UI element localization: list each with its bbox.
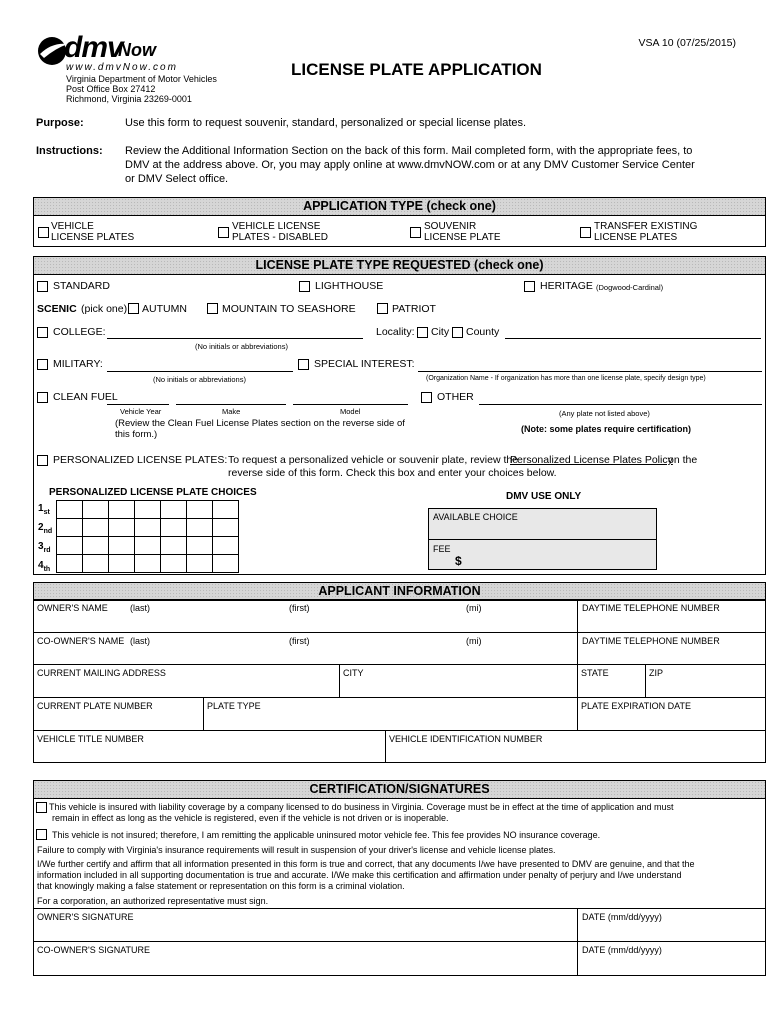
choice-row-number: 2 [38,522,44,533]
choice-row-suffix: nd [43,528,53,535]
city-label: CITY [343,668,364,678]
coowner-name-label: CO-OWNER'S NAME [37,636,125,646]
fee-label: FEE [433,544,451,554]
other-note: (Any plate not listed above) [559,409,650,418]
state-label: STATE [581,668,609,678]
model-input-line[interactable] [293,404,408,405]
col-divider [339,664,340,697]
choice-row-label [38,560,50,573]
zip-label: ZIP [649,668,664,678]
plate-type-label: PLATE TYPE [207,701,261,711]
college-input-line[interactable] [107,338,363,339]
choice-row-number: 1 [38,503,44,514]
row-divider [33,632,766,633]
other-checkbox[interactable] [421,392,432,403]
special-interest-label: SPECIAL INTEREST: [314,358,415,370]
choice-character-cell[interactable] [82,500,109,519]
military-label: MILITARY: [53,358,103,370]
disabled-plates-label-2: PLATES - DISABLED [232,232,328,243]
col-divider [577,632,578,664]
choice-character-cell[interactable] [134,554,161,573]
choice-character-cell[interactable] [56,518,83,537]
coowner-signature-label[interactable]: CO-OWNER'S SIGNATURE [37,945,151,955]
row-divider [33,941,766,942]
military-note: (No initials or abbreviations) [153,375,246,384]
application-type-heading: APPLICATION TYPE (check one) [33,197,766,216]
dmv-use-divider [428,539,657,540]
applicant-heading: APPLICANT INFORMATION [33,582,766,601]
choice-character-cell[interactable] [160,536,187,555]
form-number: VSA 10 (07/25/2015) [638,37,736,49]
personalized-checkbox[interactable] [37,455,48,466]
choice-row-suffix: st [43,509,50,516]
patriot-checkbox[interactable] [377,303,388,314]
disabled-plates-checkbox[interactable] [218,227,229,238]
clean-fuel-note-2: this form.) [115,429,158,440]
certify-text-1: I/We further certify and affirm that all information presented in this form is true and correct, that any documents I/we have presented to DMV are genuine, and that the [37,859,695,869]
standard-checkbox[interactable] [37,281,48,292]
choice-character-cell[interactable] [82,554,109,573]
choice-character-cell[interactable] [134,500,161,519]
instructions-line-2: DMV at the address above. Or, you may apply online at www.dmvNOW.com or at any DMV Customer Service Center [125,159,695,171]
military-input-line[interactable] [107,371,293,372]
choice-row-suffix: rd [43,547,51,554]
choice-character-cell[interactable] [108,554,135,573]
souvenir-plate-label-1: SOUVENIR [424,221,477,232]
logo-url: www.dmvNow.com [66,62,178,73]
plate-type-heading: LICENSE PLATE TYPE REQUESTED (check one) [33,256,766,275]
insured-text-1: This vehicle is insured with liability coverage by a company licensed to do business in Virginia. Coverage must be in effect at the time of application and must [49,802,674,812]
title-number-label: VEHICLE TITLE NUMBER [37,734,144,744]
choice-character-cell[interactable] [160,554,187,573]
transfer-plates-label-1: TRANSFER EXISTING [594,221,698,232]
owner-phone-label: DAYTIME TELEPHONE NUMBER [582,603,720,613]
col-divider [203,697,204,730]
certify-text-3: that knowingly making a false statement or representation on this form is a criminal violation. [37,881,405,891]
scenic-note: (pick one) [81,303,128,315]
souvenir-plate-label-2: LICENSE PLATE [424,232,501,243]
purpose-text: Use this form to request souvenir, standard, personalized or special license plates. [125,117,527,129]
choice-character-cell[interactable] [56,500,83,519]
heritage-note: (Dogwood-Cardinal) [596,283,664,292]
not-insured-text: This vehicle is not insured; therefore, I am remitting the applicable uninsured motor vehicle fee. This fee provides NO insurance coverage. [52,830,601,840]
special-interest-input-line[interactable] [418,371,762,372]
coowner-last-label: (last) [130,636,150,646]
choice-row-label [38,541,51,554]
vehicle-year-note: Vehicle Year [120,407,162,416]
col-divider [645,664,646,697]
college-note: (No initials or abbreviations) [195,342,288,351]
choice-character-cell[interactable] [108,500,135,519]
choice-character-cell[interactable] [186,518,213,537]
make-note: Make [222,407,241,416]
choice-character-cell[interactable] [160,500,187,519]
page-title: LICENSE PLATE APPLICATION [291,60,542,79]
college-checkbox[interactable] [37,327,48,338]
locality-county-label: County [466,326,500,338]
autumn-checkbox[interactable] [128,303,139,314]
personalized-label: PERSONALIZED LICENSE PLATES: [53,454,228,466]
choice-character-cell[interactable] [212,554,239,573]
owner-signature-label[interactable]: OWNER'S SIGNATURE [37,912,134,922]
certification-heading: CERTIFICATION/SIGNATURES [33,780,766,799]
choice-character-cell[interactable] [212,536,239,555]
vehicle-plates-label-1: VEHICLE [51,221,94,232]
vehicle-year-input-line[interactable] [107,404,169,405]
agency-name: Virginia Department of Motor Vehicles [66,74,217,84]
choice-character-cell[interactable] [134,518,161,537]
personalized-text-a: To request a personalized vehicle or souvenir plate, review the [228,454,519,466]
available-choice-label: AVAILABLE CHOICE [433,512,518,522]
choice-character-cell[interactable] [186,536,213,555]
choice-character-cell[interactable] [82,518,109,537]
model-note: Model [340,407,361,416]
locality-input-line[interactable] [505,338,761,339]
col-divider [577,908,578,976]
souvenir-plate-checkbox[interactable] [410,227,421,238]
transfer-plates-label-2: LICENSE PLATES [594,232,678,243]
mountain-label: MOUNTAIN TO SEASHORE [222,303,356,315]
locality-city-label: City [431,326,450,338]
row-divider [33,697,766,698]
mailing-address-label: CURRENT MAILING ADDRESS [37,668,166,678]
choice-character-cell[interactable] [212,518,239,537]
vehicle-plates-label-2: LICENSE PLATES [51,232,135,243]
choice-character-cell[interactable] [108,536,135,555]
col-divider [385,730,386,763]
owner-mi-label: (mi) [466,603,482,613]
other-input-line[interactable] [479,404,762,405]
choice-character-cell[interactable] [212,500,239,519]
plate-number-label: CURRENT PLATE NUMBER [37,701,153,711]
owner-first-label: (first) [289,603,310,613]
insured-text-2: remain in effect as long as the vehicle is registered, even if the vehicle is not driven or is inoperable. [52,813,449,823]
dmv-use-heading: DMV USE ONLY [506,491,582,502]
locality-label: Locality: [376,326,415,338]
logo-dmv: dmv [64,31,123,64]
choice-character-cell[interactable] [186,554,213,573]
col-divider [577,697,578,730]
choice-character-cell[interactable] [56,554,83,573]
coowner-date-label: DATE (mm/dd/yyyy) [582,945,662,955]
choice-row-suffix: th [43,566,51,573]
purpose-label: Purpose: [36,117,84,129]
personalized-policy-link[interactable]: Personalized License Plates Policy [510,454,673,466]
coowner-phone-label: DAYTIME TELEPHONE NUMBER [582,636,720,646]
clean-fuel-checkbox[interactable] [37,392,48,403]
insured-checkbox[interactable] [36,802,47,813]
patriot-label: PATRIOT [392,303,436,315]
failure-text: Failure to comply with Virginia's insurance requirements will result in suspension of your driver's license and vehicle license plates. [37,845,556,855]
col-divider [577,664,578,697]
choice-row-number: 3 [38,541,44,552]
coowner-mi-label: (mi) [466,636,482,646]
choice-row-number: 4 [38,560,44,571]
other-label: OTHER [437,391,474,403]
instructions-line-3: or DMV Select office. [125,173,229,185]
not-insured-checkbox[interactable] [36,829,47,840]
standard-label: STANDARD [53,280,110,292]
scenic-label: SCENIC [37,303,77,315]
instructions-line-1: Review the Additional Information Section on the back of this form. Mail completed form, with the appropriate fees, to [125,145,693,157]
vehicle-plates-checkbox[interactable] [38,227,49,238]
choice-character-cell[interactable] [108,518,135,537]
owner-date-label: DATE (mm/dd/yyyy) [582,912,662,922]
choice-row-label [38,503,50,516]
personalized-text-b: on the [668,454,698,466]
po-box: Post Office Box 27412 [66,84,156,94]
choice-character-cell[interactable] [160,518,187,537]
locality-county-checkbox[interactable] [452,327,463,338]
make-input-line[interactable] [176,404,286,405]
certify-text-2: information included in all supporting documentation is true and accurate. I/We make this certification and affirmation under penalty of perjury and I/we understand [37,870,682,880]
row-divider [33,730,766,731]
coowner-first-label: (first) [289,636,310,646]
choice-character-cell[interactable] [134,536,161,555]
vin-label: VEHICLE IDENTIFICATION NUMBER [389,734,543,744]
locality-city-checkbox[interactable] [417,327,428,338]
certification-note: (Note: some plates require certification) [521,424,692,434]
disabled-plates-label-1: VEHICLE LICENSE [232,221,321,232]
choices-heading: PERSONALIZED LICENSE PLATE CHOICES [49,487,257,498]
mountain-checkbox[interactable] [207,303,218,314]
logo-now: Now [118,40,156,60]
instructions-label: Instructions: [36,145,103,157]
transfer-plates-checkbox[interactable] [580,227,591,238]
clean-fuel-note-1: (Review the Clean Fuel License Plates section on the reverse side of [115,418,405,429]
personalized-text-l2: reverse side of this form. Check this box and enter your choices below. [228,467,557,479]
owner-last-label: (last) [130,603,150,613]
college-label: COLLEGE: [53,326,106,338]
choice-character-cell[interactable] [186,500,213,519]
autumn-label: AUTUMN [142,303,187,315]
heritage-checkbox[interactable] [524,281,535,292]
fee-dollar-sign: $ [455,554,462,568]
plate-expiration-label: PLATE EXPIRATION DATE [581,701,692,711]
owner-name-label: OWNER'S NAME [37,603,108,613]
org-note: (Organization Name - If organization has more than one license plate, specify design type) [426,375,706,382]
choice-character-cell[interactable] [82,536,109,555]
choice-row-label [38,522,52,535]
clean-fuel-label: CLEAN FUEL [53,391,118,403]
special-interest-checkbox[interactable] [298,359,309,370]
lighthouse-checkbox[interactable] [299,281,310,292]
heritage-label: HERITAGE [540,280,593,292]
lighthouse-label: LIGHTHOUSE [315,280,384,292]
choice-character-cell[interactable] [56,536,83,555]
col-divider [577,599,578,632]
city-state: Richmond, Virginia 23269-0001 [66,94,192,104]
military-checkbox[interactable] [37,359,48,370]
row-divider [33,664,766,665]
corporation-text: For a corporation, an authorized representative must sign. [37,896,269,906]
row-divider [33,908,766,909]
